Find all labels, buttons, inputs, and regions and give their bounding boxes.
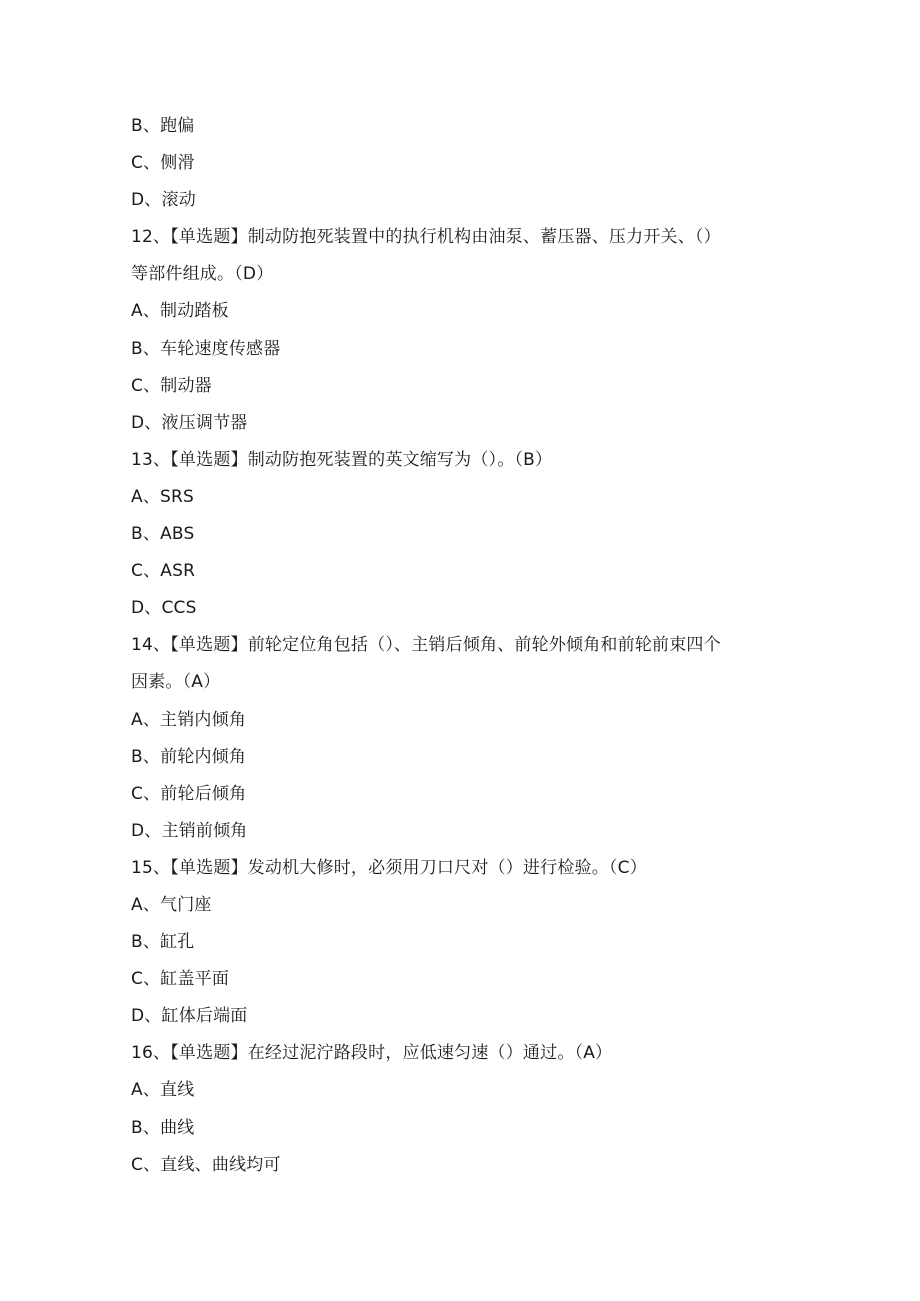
question-15: 15、【单选题】发动机大修时，必须用刀口尺对（）进行检验。（C） bbox=[131, 857, 647, 878]
option-b-q11: B、跑偏 bbox=[131, 116, 195, 136]
question-14: 14、【单选题】前轮定位角包括（）、主销后倾角、前轮外倾角和前轮前束四个 bbox=[131, 635, 721, 656]
option-b-q16: B、曲线 bbox=[131, 1117, 195, 1138]
option-c-q11: C、侧滑 bbox=[131, 153, 195, 174]
option-a-q16: A、直线 bbox=[131, 1080, 195, 1101]
option-d-q12: D、液压调节器 bbox=[131, 412, 248, 433]
option-d-q13: D、CCS bbox=[131, 598, 197, 619]
option-c-q14: C、前轮后倾角 bbox=[131, 783, 247, 804]
option-d-q14: D、主销前倾角 bbox=[131, 820, 248, 841]
option-c-q13: C、ASR bbox=[131, 561, 196, 582]
option-b-q12: B、车轮速度传感器 bbox=[131, 338, 281, 359]
option-a-q15: A、气门座 bbox=[131, 894, 212, 915]
option-c-q12: C、制动器 bbox=[131, 375, 212, 396]
question-list bbox=[131, 108, 811, 1184]
option-b-q13: B、ABS bbox=[131, 524, 195, 545]
question-13: 13、【单选题】制动防抱死装置的英文缩写为（）。（B） bbox=[131, 449, 553, 470]
question-14-cont: 因素。（A） bbox=[131, 672, 221, 693]
question-12: 12、【单选题】制动防抱死装置中的执行机构由油泵、蓄压器、压力开关、（） bbox=[131, 227, 721, 248]
option-c-q15: C、缸盖平面 bbox=[131, 969, 230, 990]
option-d-q15: D、缸体后端面 bbox=[131, 1006, 248, 1027]
option-a-q12: A、制动踏板 bbox=[131, 301, 229, 322]
option-d-q11: D、滚动 bbox=[131, 190, 196, 211]
question-12-cont: 等部件组成。（D） bbox=[131, 264, 274, 285]
question-16: 16、【单选题】在经过泥泞路段时，应低速匀速（）通过。（A） bbox=[131, 1043, 613, 1064]
option-a-q13: A、SRS bbox=[131, 486, 195, 507]
option-c-q16: C、直线、曲线均可 bbox=[131, 1154, 281, 1175]
option-b-q15: B、缸孔 bbox=[131, 932, 195, 953]
option-b-q14: B、前轮内倾角 bbox=[131, 746, 247, 767]
option-a-q14: A、主销内倾角 bbox=[131, 709, 247, 730]
